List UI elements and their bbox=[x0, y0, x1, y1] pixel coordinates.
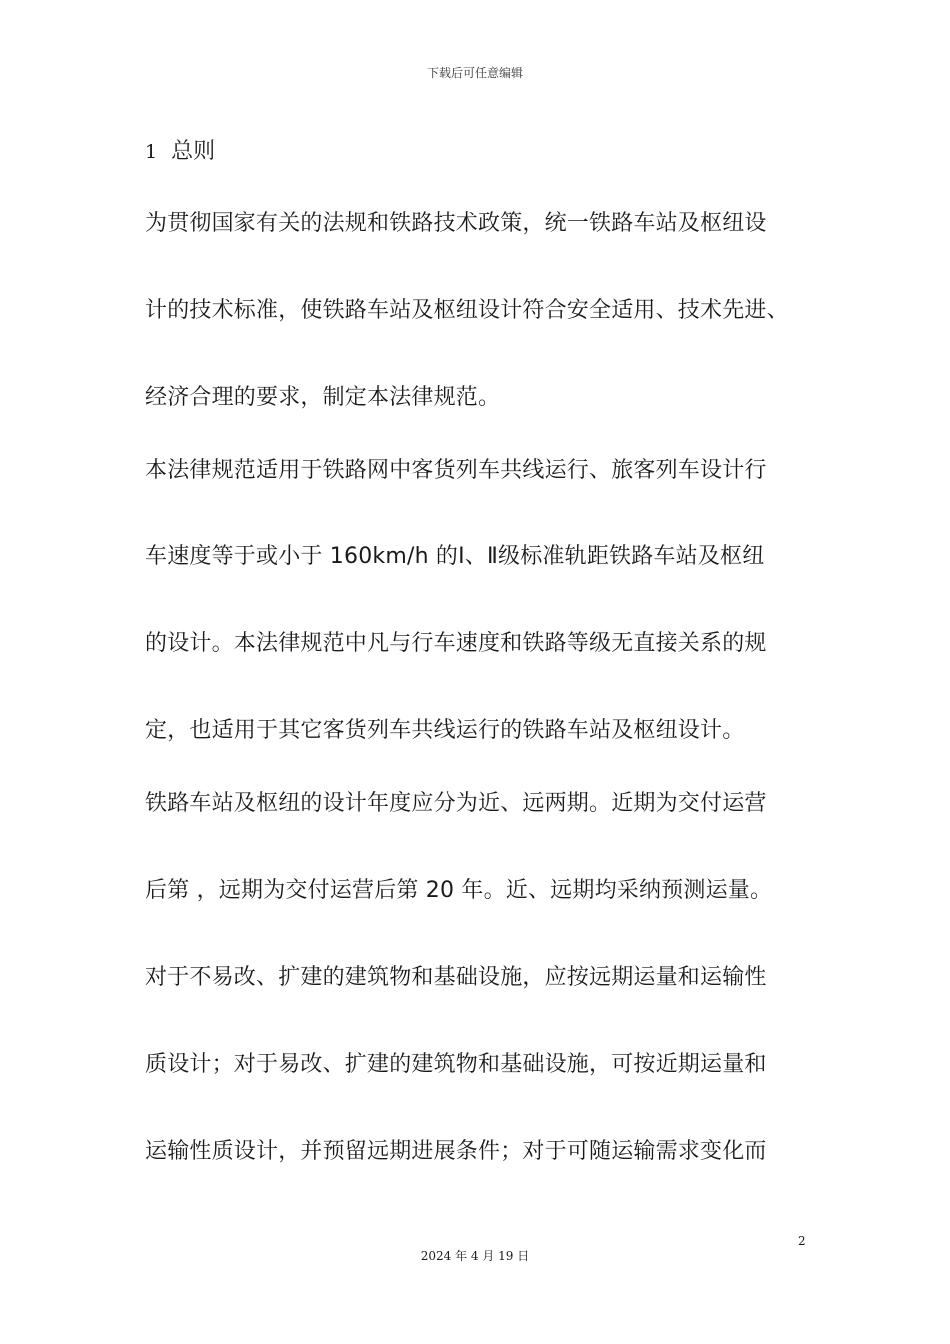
section-title: 总则 bbox=[171, 139, 216, 164]
body-text-line: 的设计。本法律规范中凡与行车速度和铁路等级无直接关系的规 bbox=[145, 631, 767, 656]
body-text-line: 质设计；对于易改、扩建的建筑物和基础设施，可按近期运量和 bbox=[145, 1052, 767, 1077]
body-text-line: 后第 ，远期为交付运营后第 20 年。近、远期均采纳预测运量。 bbox=[145, 878, 773, 903]
body-text-line: 车速度等于或小于 160km/h 的Ⅰ、Ⅱ级标准轨距铁路车站及枢纽 bbox=[145, 544, 765, 569]
body-text-line: 运输性质设计，并预留远期进展条件；对于可随运输需求变化而 bbox=[145, 1139, 767, 1164]
section-number: 1 bbox=[145, 141, 158, 163]
body-text-line: 定，也适用于其它客货列车共线运行的铁路车站及枢纽设计。 bbox=[145, 718, 745, 743]
body-text-line: 对于不易改、扩建的建筑物和基础设施，应按远期运量和运输性 bbox=[145, 965, 767, 990]
footer-date: 2024 年 4 月 19 日 bbox=[420, 1249, 530, 1263]
section-heading bbox=[145, 138, 215, 166]
body-text-line: 计的技术标准，使铁路车站及枢纽设计符合安全适用、技术先进、 bbox=[145, 298, 789, 323]
body-text-line: 为贯彻国家有关的法规和铁路技术政策，统一铁路车站及枢纽设 bbox=[145, 211, 767, 236]
page-number: 2 bbox=[798, 1234, 806, 1248]
body-text-line: 铁路车站及枢纽的设计年度应分为近、远两期。近期为交付运营 bbox=[145, 791, 767, 816]
body-text-line: 经济合理的要求，制定本法律规范。 bbox=[145, 385, 501, 410]
page-header: 下载后可任意编辑 bbox=[426, 66, 523, 80]
body-text-line: 本法律规范适用于铁路网中客货列车共线运行、旅客列车设计行 bbox=[145, 458, 767, 483]
